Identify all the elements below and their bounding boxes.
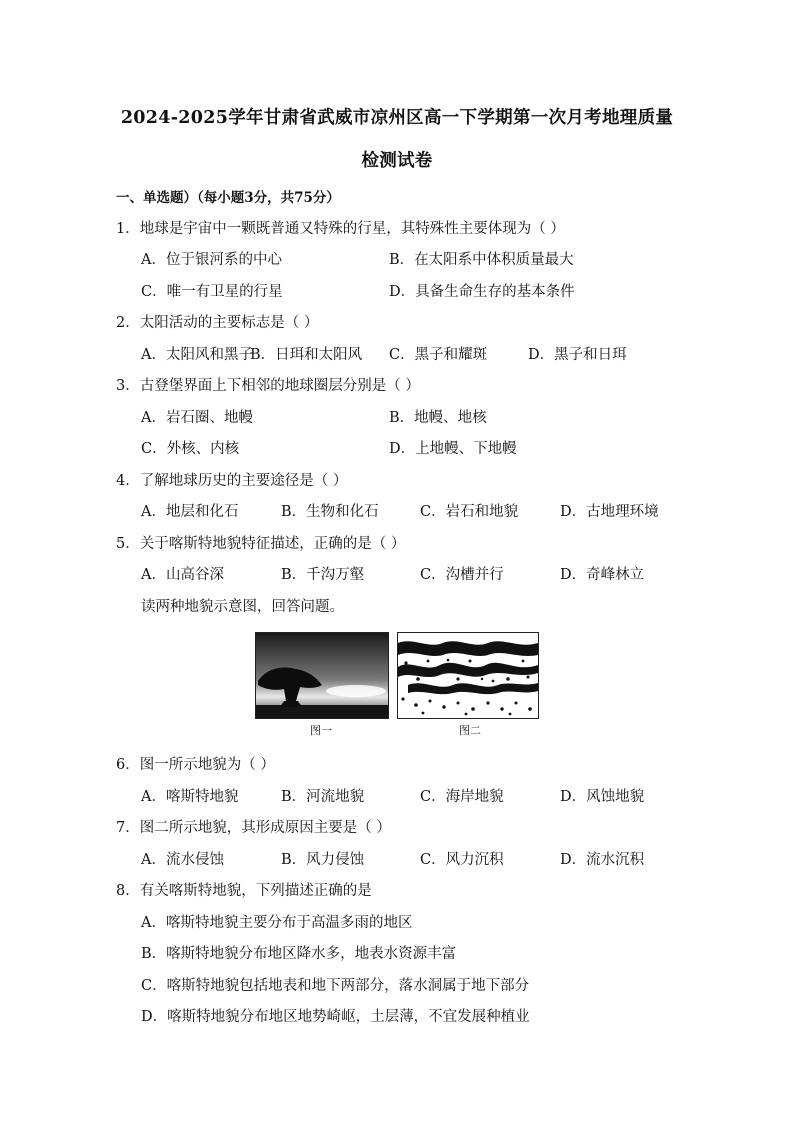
question-1-option-b: B．在太阳系中体积质量最大	[389, 252, 574, 268]
question-2-stem: 2．太阳活动的主要标志是（ ）	[116, 315, 319, 331]
question-7-option-d: D．流水沉积	[560, 852, 645, 868]
question-6-option-d: D．风蚀地貌	[560, 789, 645, 805]
question-2-option-b: B．日珥和太阳风	[250, 347, 363, 363]
question-5-option-d: D．奇峰林立	[560, 567, 645, 583]
question-5-option-a: A．山高谷深	[141, 567, 224, 583]
question-8-option-b: B．喀斯特地貌分布地区降水多，地表水资源丰富	[141, 946, 457, 962]
question-4-stem: 4．了解地球历史的主要途径是（ ）	[116, 473, 348, 489]
question-1-option-d: D．具备生命生存的基本条件	[389, 284, 575, 300]
question-8-stem: 8．有关喀斯特地貌，下列描述正确的是	[116, 883, 372, 899]
figure-2-caption: 图二	[459, 724, 481, 737]
sand-dunes-illustration	[398, 633, 538, 718]
question-2-option-a: A．太阳风和黑子	[141, 347, 253, 363]
question-4-option-c: C．岩石和地貌	[420, 504, 519, 520]
question-2-option-c: C．黑子和耀斑	[389, 347, 488, 363]
question-3-stem: 3．古登堡界面上下相邻的地球圈层分别是（ ）	[116, 378, 420, 394]
figure-1-image	[255, 632, 389, 719]
question-5-option-c: C．沟槽并行	[420, 567, 504, 583]
title-line-1: 2024-2025学年甘肃省武威市凉州区高一下学期第一次月考地理质量	[120, 108, 674, 128]
read-instruction: 读两种地貌示意图，回答问题。	[141, 599, 344, 615]
question-3-option-a: A．岩石圈、地幔	[141, 410, 253, 426]
question-6-option-c: C．海岸地貌	[420, 789, 504, 805]
question-6-option-a: A．喀斯特地貌	[141, 789, 239, 805]
section-heading: 一、单选题）（每小题3分，共75分）	[116, 190, 340, 206]
question-8-option-c: C．喀斯特地貌包括地表和地下两部分，落水洞属于地下部分	[141, 978, 530, 994]
question-4-option-a: A．地层和化石	[141, 504, 239, 520]
question-3-option-d: D．上地幔、下地幔	[389, 441, 517, 457]
question-3-option-b: B．地幔、地核	[389, 410, 487, 426]
question-1-option-c: C．唯一有卫星的行星	[141, 284, 283, 300]
question-5-stem: 5．关于喀斯特地貌特征描述，正确的是（ ）	[116, 536, 406, 552]
question-7-option-b: B．风力侵蚀	[281, 852, 365, 868]
question-3-option-c: C．外核、内核	[141, 441, 240, 457]
figure-2-image	[397, 632, 539, 719]
question-5-option-b: B．千沟万壑	[281, 567, 365, 583]
question-4-option-b: B．生物和化石	[281, 504, 379, 520]
question-8-option-a: A．喀斯特地貌主要分布于高温多雨的地区	[141, 915, 413, 931]
question-8-option-d: D．喀斯特地貌分布地区地势崎岖，土层薄，不宜发展种植业	[141, 1009, 530, 1025]
question-7-option-c: C．风力沉积	[420, 852, 504, 868]
question-6-stem: 6．图一所示地貌为（ ）	[116, 757, 275, 773]
question-1-option-a: A．位于银河系的中心	[141, 252, 282, 268]
question-7-stem: 7．图二所示地貌，其形成原因主要是（ ）	[116, 820, 391, 836]
question-4-option-d: D．古地理环境	[560, 504, 659, 520]
question-2-option-d: D．黑子和日珥	[528, 347, 627, 363]
figure-1-caption: 图一	[310, 724, 332, 737]
question-1-stem: 1．地球是宇宙中一颗既普通又特殊的行星，其特殊性主要体现为（ ）	[116, 221, 565, 237]
title-line-2: 检测试卷	[361, 151, 433, 171]
question-6-option-b: B．河流地貌	[281, 789, 365, 805]
question-7-option-a: A．流水侵蚀	[141, 852, 224, 868]
mushroom-rock-illustration	[256, 633, 388, 718]
